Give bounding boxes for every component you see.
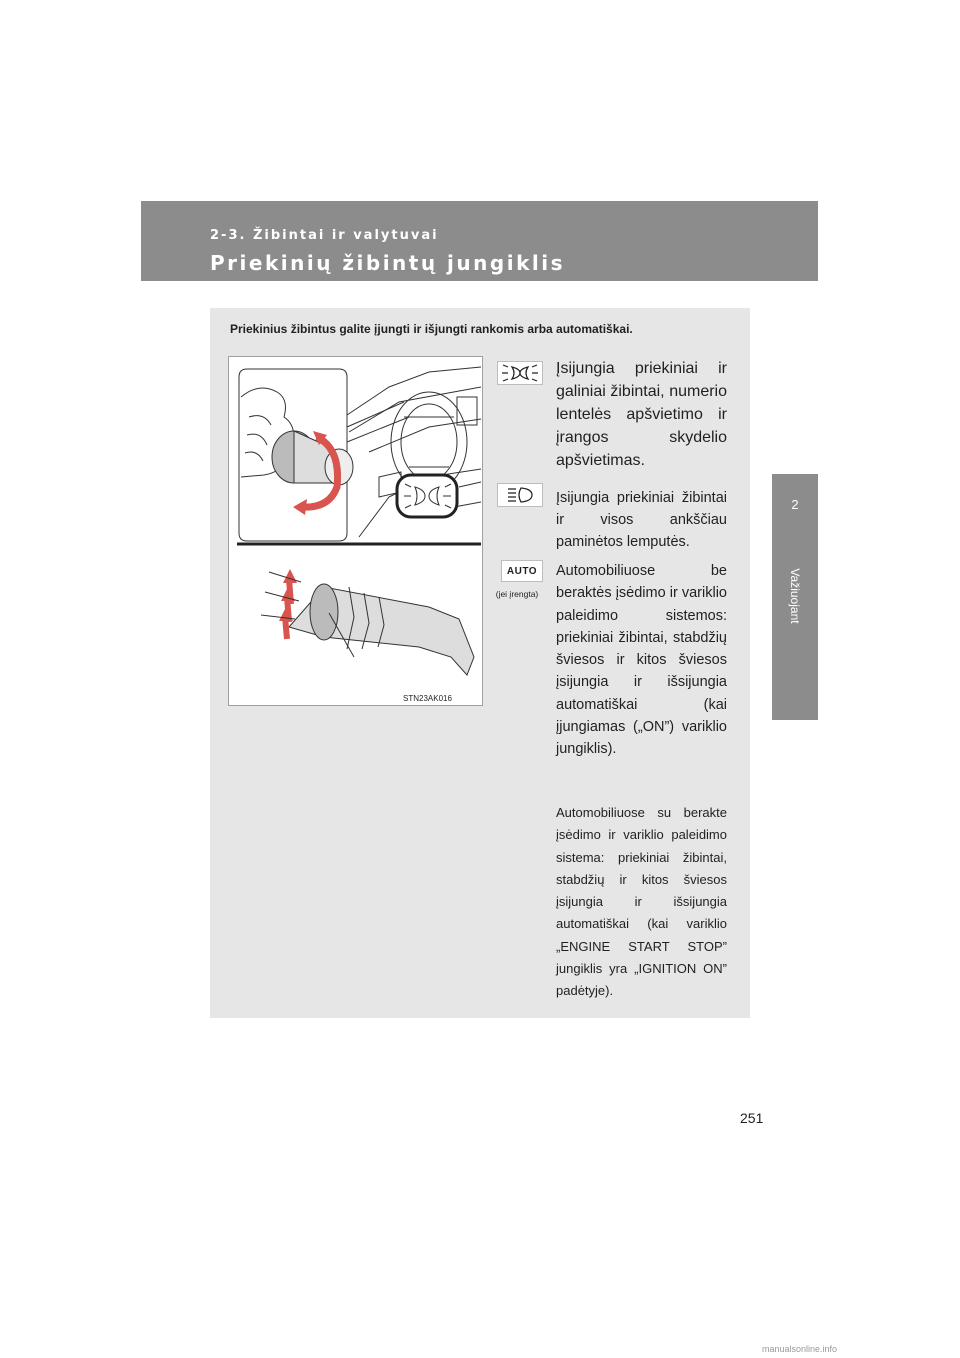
- page-number: 251: [740, 1110, 764, 1126]
- intro-text: Priekinius žibintus galite įjungti ir išjungti rankomis arba automatiškai.: [230, 322, 633, 336]
- auto-description: Automobiliuose be beraktės įsėdimo ir variklio paleidimo sistemos: priekiniai žibintai, stabdžių šviesos ir kitos šviesos įsijungia ir išsijungia automatiškai (kai įjungiamas („ON”) variklio jungiklis).: [556, 563, 727, 758]
- section-label: 2-3. Žibintai ir valytuvai: [210, 228, 439, 243]
- chapter-number: 2: [791, 497, 799, 512]
- auto-icon: [501, 560, 543, 582]
- parking-lights-description: Įsijungia priekiniai ir galiniai žibintai, numerio lentelės apšvietimo ir įrangos skydelio apšvietimas.: [556, 360, 727, 469]
- chapter-label: Važiuojant: [788, 568, 802, 624]
- headlight-description: Įsijungia priekiniai žibintai ir visos ankščiau paminėtos lemputės.: [556, 490, 727, 550]
- auto-description-keyless: Automobiliuose su berakte įsėdimo ir variklio paleidimo sistema: priekiniai žibintai, stabdžių ir kitos šviesos įsijungia ir išsijungia automatiškai (kai variklio „ENGINE START STOP” jungiklis yra „IGNITION ON” padėtyje).: [556, 805, 727, 999]
- auto-icon-label: AUTO: [506, 565, 538, 577]
- figure-code: STN23AK016: [403, 694, 452, 703]
- footer-watermark: manualsonline.info: [762, 1344, 838, 1354]
- headlight-switch-illustration: [228, 356, 483, 706]
- optional-note: (jei įrengta): [495, 589, 539, 599]
- headlight-icon: [497, 483, 543, 507]
- parking-lights-icon: [497, 361, 543, 385]
- page-title: Priekinių žibintų jungiklis: [210, 251, 565, 275]
